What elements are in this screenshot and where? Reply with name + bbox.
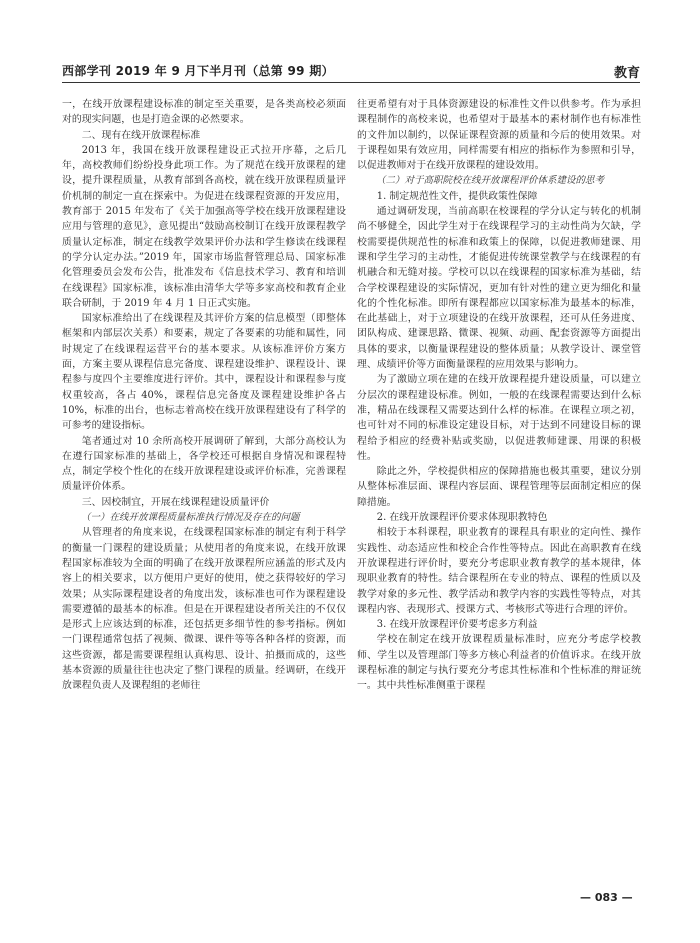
paragraph: 为了激励立项在建的在线开放课程提升建设质量，可以建立分层次的课程建设标准。例如，一般的在线课程需要达到什么标准，精品在线课程又需要达到什么样的标准。在课程立项之初，也可针对不同的标准设定建设目标，对于达到不同建设目标的课程给予相应的经费补贴或奖励，以促进教师建课、用课的积极性。 <box>357 374 641 462</box>
paragraph: 除此之外，学校提供相应的保障措施也极其重要，建议分别从整体标准层面、课程内容层面、课程管理等层面制定相应的保障措施。 <box>357 466 641 508</box>
paragraph: 笔者通过对 10 余所高校开展调研了解到，大部分高校认为在遵行国家标准的基础上，各学校还可根据自身情况和课程特点，制定学校个性化的在线开放课程建设或评价标准，完善课程质量评价体系。 <box>62 435 346 493</box>
right-column <box>357 97 641 694</box>
journal-name: 西部学刊 2019 年 9 月下半月刊（总第 99 期） <box>62 64 334 78</box>
paragraph: 学校在制定在线开放课程质量标准时，应充分考虑学校教师、学生以及管理部门等多方核心利益者的价值诉求。在线开放课程标准的制定与执行要充分考虑其性标准和个性标准的辩证统一。其中共性标准侧重于课程 <box>357 634 641 692</box>
paragraph: 2013 年，我国在线开放课程建设正式拉开序幕，之后几年，高校教师们纷纷投身此项工作。为了规范在线开放课程的建设，提升课程质量，从教育部到各高校，就在线开放课程质量评价机制的制定一直在探索中。为促进在线课程资源的开发应用，教育部于 2015 年发布了《关于加强高等学校在线开放课程建设应用与管理的意见》，意见提出“鼓励高校制订在线开放课程教学质量认定标准，制定在线教学效果评价办法和学生修读在线课程的学分认定办法。”2019 年，国家市场监督管理总局、国家标准化管理委员会发布公告，批准发布《信息技术学习、教育和培训在线课程》国家标准，该标准由清华大学等多家高校和教育企业联合研制，于 2019 年 4 月 1 日正式实施。 <box>62 144 346 309</box>
section-tag: 教育 <box>613 66 640 81</box>
numbered-heading: 3. 在线开放课程评价要考虑多方利益 <box>376 619 538 631</box>
paragraph: 相较于本科课程，职业教育的课程具有职业的定向性、操作实践性、动态适应性和校企合作性等特点。因此在高职教育在线开放课程进行评价时，要充分考虑职业教育教学的基本规律，体现职业教育的特性。结合课程所在专业的特点、课程的性质以及教学对象的多元性、教学活动和教学内容的实践性等特点，对其课程内容、表现形式、授课方式、考核形式等进行合理的评价。 <box>357 527 641 615</box>
section-heading: 二、现有在线开放课程标准 <box>81 129 201 141</box>
subsection-heading: （一）在线开放课程质量标准执行情况及存在的问题 <box>81 512 300 524</box>
paragraph: 国家标准给出了在线课程及其评价方案的信息模型（即整体框架和内部层次关系）和要素，规定了各要素的功能和属性，同时规定了在线课程运营平台的基本要求。从该标准评价方案方面，方案主要从课程信息完备度、课程建设维护、课程设计、课程参与度四个主要维度进行评价。其中，课程设计和课程参与度权重较高，各占 40%，课程信息完备度及课程建设维护各占 10%，标准的出台，也标志着高校在线开放课程建设有了科学的可参考的建设指标。 <box>62 313 346 432</box>
paragraph: 从管理者的角度来说，在线课程国家标准的制定有利于科学的衡量一门课程的建设质量；从使用者的角度来说，在线开放课程国家标准较为全面的明确了在线开放课程所应涵盖的形式及内容上的相关要求，以方便用户更好的使用，使之获得较好的学习效果；从实际课程建设者的角度出发，该标准也可作为课程建设需要遵循的最基本的标准。但是在开课程建设者所关注的不仅仅是形式上应该达到的标准，还包括更多细节性的参考指标。例如一门课程通常包括了视频、微课、课件等等各种各样的资源，而这些资源，都是需要课程组认真构思、设计、拍摄而成的，这些基本资源的质量往往也决定了整门课程的质量。经调研，在线开放课程负责人及课程组的老师往 <box>62 527 346 692</box>
left-column <box>62 97 346 694</box>
paragraph: 一，在线开放课程建设标准的制定至关重要，是各类高校必须面对的现实问题，也是打造金课的必然要求。 <box>62 99 346 126</box>
numbered-heading: 2. 在线开放课程评价要求体现职教特色 <box>376 512 548 524</box>
page-number: — 083 — <box>580 891 633 904</box>
paragraph: 通过调研发现，当前高职在校课程的学分认定与转化的机制尚不够健全，因此学生对于在线课程学习的主动性尚为欠缺，学校需要提供规范性的标准和政策上的保障，以促进教师建课、用课和学生学习的主动性，才能促进传统课堂教学与在线课程的有机融合和无缝对接。学校可以以在线课程的国家标准为基础，结合学校课程建设的实际情况，更加有针对性的建立更为细化和量化的个性化标准。即所有课程都应以国家标准为最基本的标准，在此基础上，对于立项建设的在线开放课程，还可从任务进度、团队构成、建课思路、微课、视频、动画、配套资源等方面提出具体的要求，以衡量课程建设的整体质量；从教学设计、课堂管理、成绩评价等方面衡量课程的应用效果与影响力。 <box>357 206 641 371</box>
numbered-heading: 1. 制定规范性文件，提供政策性保障 <box>376 190 538 202</box>
section-heading: 三、因校制宜，开展在线课程建设质量评价 <box>81 496 270 508</box>
subsection-heading: （二）对于高职院校在线开放课程评价体系建设的思考 <box>376 175 605 187</box>
running-header <box>62 60 640 83</box>
paragraph: 往更希望有对于具体资源建设的标准性文件以供参考。作为承担课程制作的高校来说，也希望对于最基本的素材制作也有标准性的文件加以制约，以保证课程资源的质量和今后的使用效果。对于课程如果有效应用，同样需要有相应的指标作为参照和引导，以促进教师对于在线开放课程的建设效用。 <box>357 99 641 172</box>
